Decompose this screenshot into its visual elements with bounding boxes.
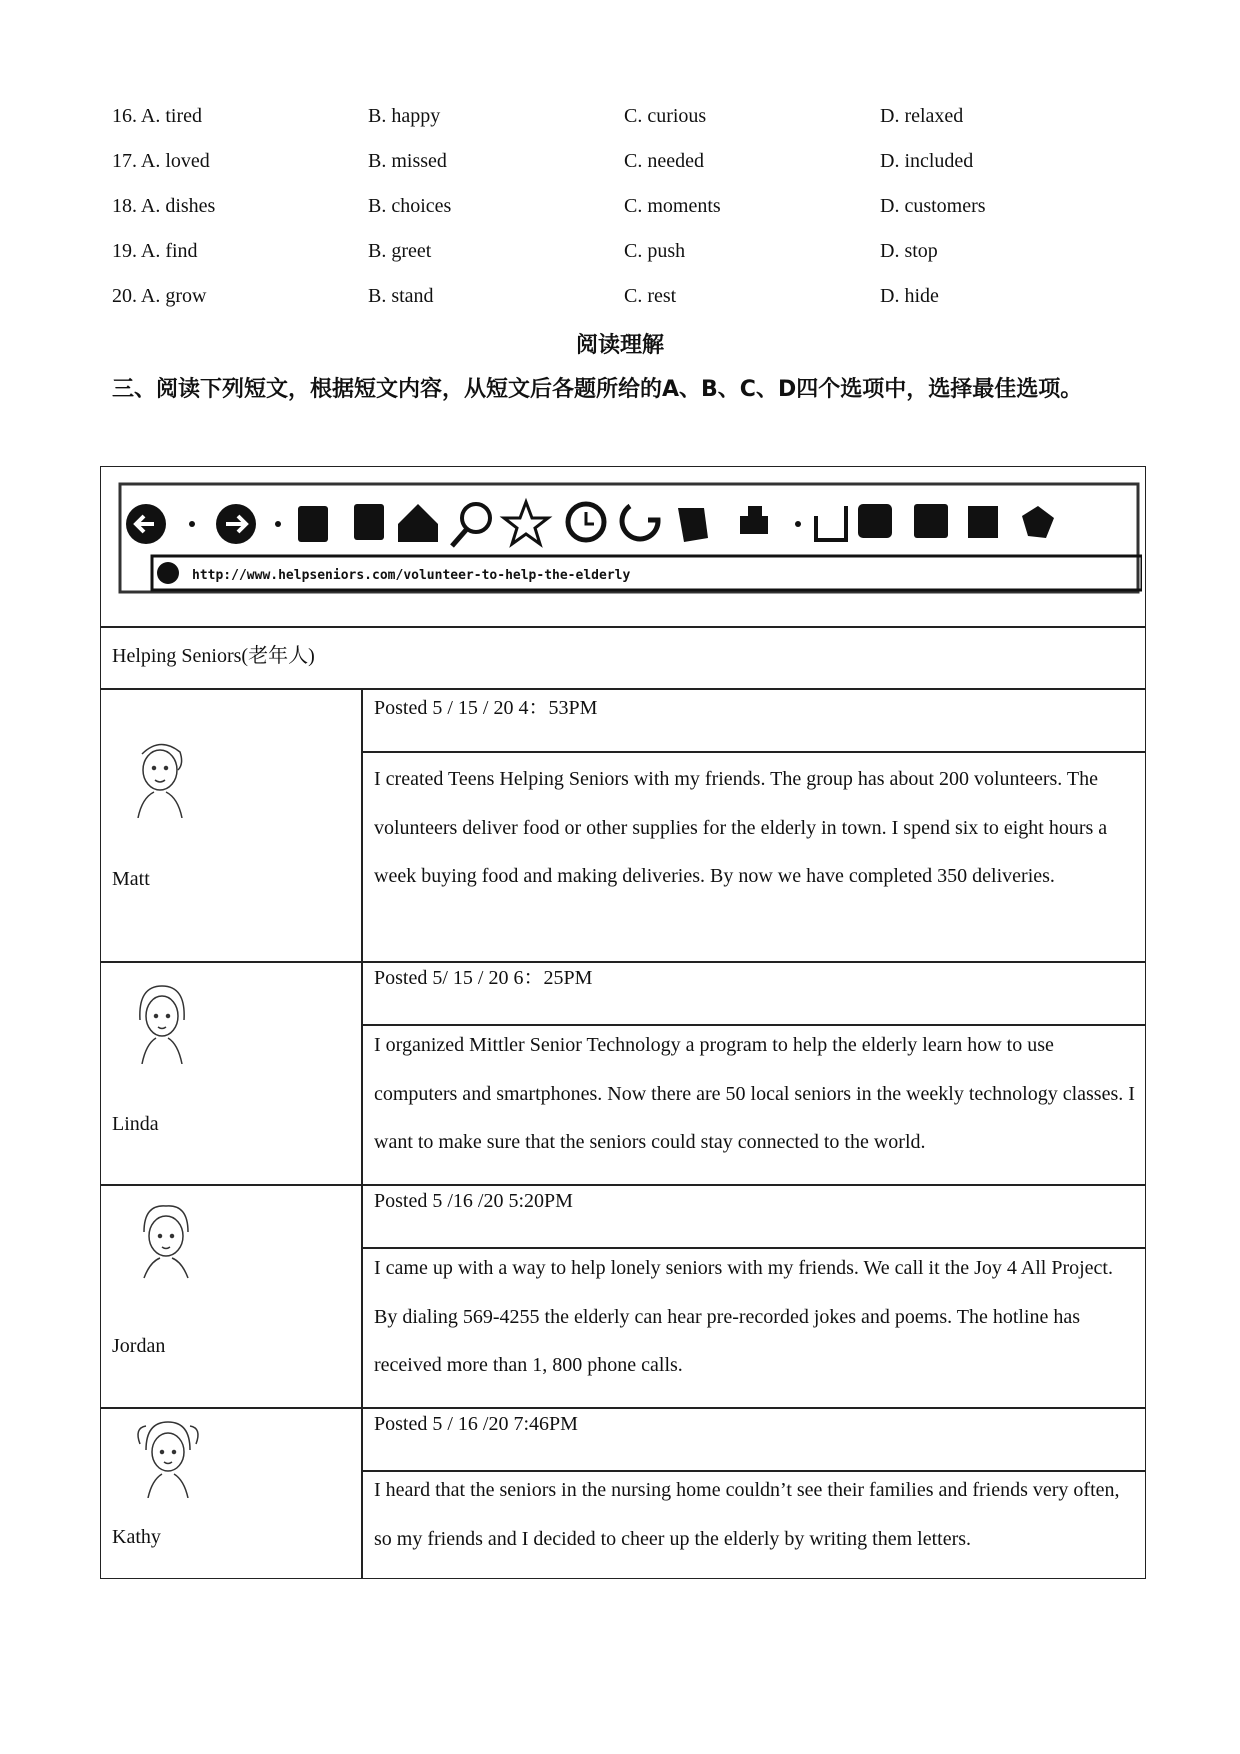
table-title: Helping Seniors(老年人) — [112, 645, 315, 667]
option-b: B. choices — [368, 195, 452, 217]
mail-icon — [678, 508, 708, 542]
author-name: Linda — [112, 1113, 159, 1135]
girl-avatar-icon — [126, 980, 198, 1064]
option-c: C. rest — [624, 285, 677, 307]
post-body: I heard that the seniors in the nursing home couldn’t see their families and friends very often, so my friends and I decided to cheer up the elderly by writing them letters. — [374, 1479, 1120, 1550]
divider — [100, 1407, 1146, 1409]
section-title: 阅读理解 — [575, 333, 664, 358]
option-d: D. relaxed — [880, 105, 964, 127]
option-row-19 — [112, 233, 1012, 278]
option-b: B. greet — [368, 240, 432, 262]
option-a: 17. A. loved — [112, 150, 210, 172]
column-divider — [361, 688, 363, 1579]
option-a: 20. A. grow — [112, 285, 207, 307]
option-d: D. stop — [880, 240, 938, 262]
option-a: 19. A. find — [112, 240, 198, 262]
divider — [100, 961, 1146, 963]
option-row-20 — [112, 278, 1012, 323]
tools-icon — [1022, 506, 1054, 538]
search-icon — [452, 504, 490, 546]
post-timestamp: Posted 5 / 16 /20 7:46PM — [374, 1413, 578, 1435]
answer-options — [112, 98, 1012, 323]
print-icon — [740, 506, 768, 534]
option-b: B. stand — [368, 285, 434, 307]
post-body: I came up with a way to help lonely seniors with my friends. We call it the Joy 4 All Project. By dialing 569-4255 the elderly can hear pre-recorded jokes and poems. The hotline has received more than 1, 800 phone calls. — [374, 1257, 1113, 1376]
star-icon — [504, 502, 548, 544]
option-d: D. hide — [880, 285, 939, 307]
divider — [362, 751, 1146, 753]
edit-icon — [816, 506, 846, 540]
option-row-18 — [112, 188, 1012, 233]
instruction-text: 三、阅读下列短文，根据短文内容，从短文后各题所给的A、B、C、D四个选项中，选择最佳选项。 — [112, 377, 1083, 402]
home-icon — [398, 504, 438, 542]
author-name: Matt — [112, 868, 150, 890]
chat-icon — [858, 504, 892, 538]
boy-avatar-icon — [124, 734, 196, 818]
option-row-16 — [112, 98, 1012, 143]
option-c: C. curious — [624, 105, 707, 127]
boy-avatar-icon — [130, 1200, 202, 1284]
refresh-icon — [622, 506, 658, 539]
post-timestamp: Posted 5 /16 /20 5:20PM — [374, 1190, 573, 1212]
girl-avatar-icon — [128, 1414, 208, 1498]
divider — [100, 626, 1146, 628]
post-body: I created Teens Helping Seniors with my friends. The group has about 200 volunteers. The volunteers deliver food or other supplies for the elderly in town. I spend six to eight hours a week buying food and making deliveries. By now we have completed 350 deliveries. — [374, 768, 1108, 887]
post-timestamp: Posted 5/ 15 / 20 6：25PM — [374, 967, 593, 989]
back-arrow-icon — [126, 504, 166, 544]
site-icon — [157, 562, 179, 584]
author-name: Jordan — [112, 1335, 166, 1357]
divider — [100, 1184, 1146, 1186]
page-icon — [298, 506, 328, 542]
option-c: C. push — [624, 240, 686, 262]
forward-arrow-icon — [216, 504, 256, 544]
divider — [100, 688, 1146, 690]
author-name: Kathy — [112, 1526, 161, 1548]
media-icon — [914, 504, 948, 538]
option-a: 16. A. tired — [112, 105, 202, 127]
option-b: B. missed — [368, 150, 447, 172]
browser-toolbar-image — [118, 476, 1142, 598]
option-b: B. happy — [368, 105, 441, 127]
option-d: D. customers — [880, 195, 986, 217]
post-body: I organized Mittler Senior Technology a program to help the elderly learn how to use computers and smartphones. Now there are 50 local seniors in the weekly technology classes. I want to make sure that the seniors could stay connected to the world. — [374, 1034, 1135, 1153]
document-icon — [354, 504, 384, 540]
option-c: C. needed — [624, 150, 704, 172]
history-icon — [568, 504, 604, 540]
option-a: 18. A. dishes — [112, 195, 216, 217]
option-d: D. included — [880, 150, 974, 172]
post-timestamp: Posted 5 / 15 / 20 4：53PM — [374, 697, 598, 719]
folder-icon — [968, 506, 998, 538]
address-url: http://www.helpseniors.com/volunteer-to-help-the-elderly — [192, 568, 631, 583]
option-c: C. moments — [624, 195, 721, 217]
option-row-17 — [112, 143, 1012, 188]
